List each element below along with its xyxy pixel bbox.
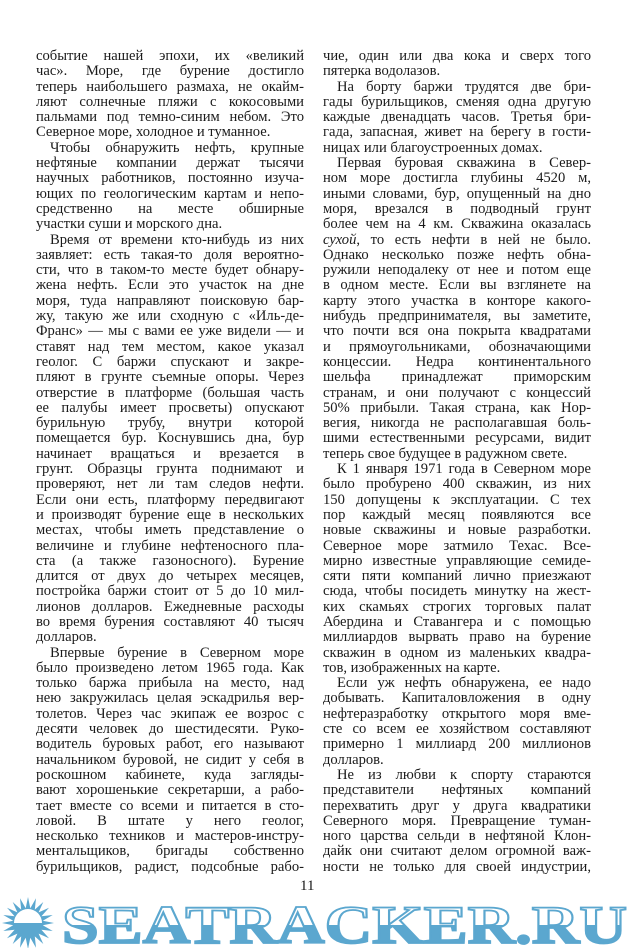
- text-line: ее палубы имеет просветы) опускают: [36, 399, 304, 416]
- text-line: вают хорошенькие секретарши, а рабо-: [36, 782, 304, 799]
- text-line: ляют солнечные пляжи с кокосовыми: [36, 93, 304, 110]
- text-line: ружили неподалеку от нее и потом еще: [323, 262, 591, 279]
- text-line: тает вместе со всеми и питается в сто-: [36, 797, 304, 814]
- text-line: ставят над тем местом, какое указал: [36, 338, 304, 355]
- text-line: научных работников, постоянно изуча-: [36, 170, 304, 187]
- text-line: жу, такую же или сходную с «Иль-де-: [36, 308, 304, 325]
- text-line: длится от двух до четырех месяцев,: [36, 568, 304, 585]
- text-line: дайк они считают делом огромной важ-: [323, 843, 591, 860]
- text-line: примерно 1 миллиард 200 миллионов: [323, 736, 591, 753]
- text-line: Северного моря. Превращение туман-: [323, 812, 591, 829]
- text-line: вегия, никогда не располагавшая боль-: [323, 415, 591, 432]
- text-line: Абердина и Ставангера и с помощью: [323, 613, 591, 630]
- text-line: пор каждый месяц появляются все: [323, 506, 591, 523]
- text-line: Северное море затмило Техас. Все-: [323, 537, 591, 554]
- page-number: 11: [300, 878, 315, 894]
- watermark-text: SEATRACKER.RU: [62, 896, 627, 948]
- text-line: что почти вся она покрыта квадратами: [323, 323, 591, 340]
- text-segment: , то есть нефти в ней не было.: [356, 231, 591, 248]
- text-line: Если они есть, платформу передвигают: [36, 491, 304, 508]
- text-line: жена нефть. Если это участок на дне: [36, 277, 304, 294]
- text-line: грунт. Образцы грунта поднимают и: [36, 461, 304, 478]
- text-line: ности не только для своей индустрии,: [323, 858, 591, 875]
- text-line: событие нашей эпохи, их «великий: [36, 48, 304, 64]
- text-line: водитель буровых работ, его называют: [36, 736, 304, 753]
- text-line: роскошном кабинете, куда загляды-: [36, 766, 304, 783]
- text-line: [323, 233, 591, 248]
- text-line: 50% прибыли. Такая страна, как Нор-: [323, 399, 591, 416]
- text-line: ющих по геологическим картам и непо-: [36, 185, 304, 202]
- text-line: час». Море, где бурение достигло: [36, 63, 304, 80]
- text-line: ницах или благоустроенных домах.: [323, 139, 543, 156]
- text-line: геолог. С баржи спускают и закре-: [36, 353, 304, 370]
- text-line: ном море достигла глубины 4520 м,: [323, 170, 591, 187]
- text-line: бурильщиков, радист, подсобные рабо-: [36, 858, 304, 875]
- text-line: карту этого участка в конторе какого-: [323, 292, 591, 309]
- text-column-right: [323, 49, 591, 875]
- text-line: сти, что в таком-то месте будет обнару-: [36, 262, 304, 279]
- text-line: шими естественными ресурсами, видит: [323, 430, 591, 447]
- text-line: начальником буровой, не сидит у себя в: [36, 751, 304, 768]
- text-line: теперь свое будущее в радужном свете.: [323, 445, 568, 462]
- text-line: во время бурения составляют 40 тысяч: [36, 613, 304, 630]
- text-line: проверяют, нет ли там следов нефти.: [36, 476, 304, 493]
- text-line: помещается бур. Коснувшись дна, бур: [36, 430, 304, 447]
- text-line: сте со всем ее хозяйством составляют: [323, 721, 591, 738]
- text-line: только баржа прибыла на место, над: [36, 675, 304, 692]
- text-line: Не из любви к спорту стараются: [337, 766, 591, 783]
- text-line: постройка баржи стоит от 5 до 10 мил-: [36, 583, 304, 600]
- text-line: Однако несколько позже нефть обна-: [323, 246, 591, 263]
- text-line: моря, врезался в подводный грунт: [323, 200, 591, 217]
- text-line: было произведено летом 1965 года. Как: [36, 659, 304, 676]
- text-line: величине и глубине нефтеносного пла-: [36, 537, 304, 554]
- text-line: тов, изображенных на карте.: [323, 659, 501, 676]
- text-line: бурильную трубу, внутри которой: [36, 415, 304, 432]
- text-line: гада, запасная, живет на берегу в гости-: [323, 124, 591, 141]
- text-line: в одном месте. Если вы взглянете на: [323, 277, 591, 294]
- text-line: долларов.: [323, 751, 384, 768]
- text-line: толетов. Через час экипаж ее возрос с: [36, 705, 304, 722]
- text-line: заявляет: есть такая-то доля вероятно-: [36, 246, 304, 263]
- text-line: концессии. Недра континентального: [323, 353, 591, 370]
- text-line: 150 допущены к эксплуатации. С тех: [323, 491, 591, 508]
- text-line: добывать. Капиталовложения в одну: [323, 690, 591, 707]
- text-line: нефтеразработку открытого моря вме-: [323, 705, 591, 722]
- text-line: долларов.: [36, 629, 97, 646]
- text-line: десяти человек до шестидесяти. Руко-: [36, 721, 304, 738]
- text-line: К 1 января 1971 года в Северном море: [337, 461, 591, 478]
- text-line: более чем на 4 км. Скважина оказалась: [323, 216, 591, 233]
- text-line: нефтяные компании держат тысячи: [36, 155, 304, 172]
- text-line: теперь наибольшего размаха, не окайм-: [36, 78, 304, 95]
- text-line: Если уж нефть обнаружена, ее надо: [337, 675, 591, 692]
- text-line: иными словами, бур, опущенный на дно: [323, 185, 591, 202]
- text-line: ких скамьях строгих торговых палат: [323, 598, 591, 615]
- text-line: средственно на месте обширные: [36, 200, 304, 217]
- text-line: ста (а также газоносного). Бурение: [36, 552, 304, 569]
- text-line: и прямоугольниками, обозначающими: [323, 338, 591, 355]
- sun-icon: [2, 897, 54, 948]
- text-line: ного царства сельди в нефтяной Клон-: [323, 828, 591, 845]
- text-line: перехватить друг у друга квадратики: [323, 797, 591, 814]
- text-line: Северное море, холодное и туманное.: [36, 124, 271, 141]
- text-line: Время от времени кто-нибудь из них: [50, 231, 304, 248]
- text-line: На борту баржи трудятся две бри-: [337, 78, 591, 95]
- text-line: Франс» — мы с вами ее уже видели — и: [36, 323, 304, 340]
- text-line: скважин в одном из маленьких квадра-: [323, 644, 591, 661]
- text-line: чие, один или два кока и сверх того: [323, 48, 591, 64]
- text-line: пальмами под темно-синим небом. Это: [36, 109, 304, 126]
- text-line: сюда, чтобы посидеть минутку на жест-: [323, 583, 591, 600]
- text-line: шельфа принадлежат приморским: [323, 369, 591, 386]
- text-line: моря, туда направляют поисковую бар-: [36, 292, 304, 309]
- text-line: несколько техников и мастеров-инстру-: [36, 828, 304, 845]
- text-line: ловой. В штате у него геолог,: [36, 812, 304, 829]
- text-line: лионов долларов. Ежедневные расходы: [36, 598, 304, 615]
- text-line: ментальщиков, бригады собственно: [36, 843, 304, 860]
- text-line: гады бурильщиков, сменяя одна другую: [323, 93, 591, 110]
- text-line: и производят бурение еще в нескольких: [36, 506, 304, 523]
- text-line: новые скважины и новые разработки.: [323, 522, 591, 539]
- text-line: нибудь предпринимателя, вы заметите,: [323, 308, 591, 325]
- text-line: было пробурено 400 скважин, из них: [323, 476, 591, 493]
- text-line: отверстие в платформе (большая часть: [36, 384, 304, 401]
- text-line: нею закружилась целая эскадрилья вер-: [36, 690, 304, 707]
- text-line: Первая буровая скважина в Север-: [337, 155, 591, 172]
- text-line: начинает вращаться и врезается в: [36, 445, 304, 462]
- italic-word: сухой: [323, 231, 357, 248]
- text-line: пляют в грунте съемные опоры. Через: [36, 369, 304, 386]
- text-line: странам, и они получают с концессий: [323, 384, 591, 401]
- text-line: миллиардов вырвать право на бурение: [323, 629, 591, 646]
- text-line: мирно известные управляющие семиде-: [323, 552, 591, 569]
- text-line: каждые двенадцать часов. Третья бри-: [323, 109, 591, 126]
- text-line: Впервые бурение в Северном море: [50, 644, 304, 661]
- text-line: пятерка водолазов.: [323, 63, 441, 80]
- text-line: местах, чтобы иметь представление о: [36, 522, 304, 539]
- text-column-left: [36, 49, 304, 875]
- text-line: сяти пяти компаний лично приезжают: [323, 568, 591, 585]
- text-line: представители нефтяных компаний: [323, 782, 591, 799]
- watermark: [0, 896, 641, 948]
- text-line: Чтобы обнаружить нефть, крупные: [50, 139, 304, 156]
- text-line: участки суши и морского дна.: [36, 216, 223, 233]
